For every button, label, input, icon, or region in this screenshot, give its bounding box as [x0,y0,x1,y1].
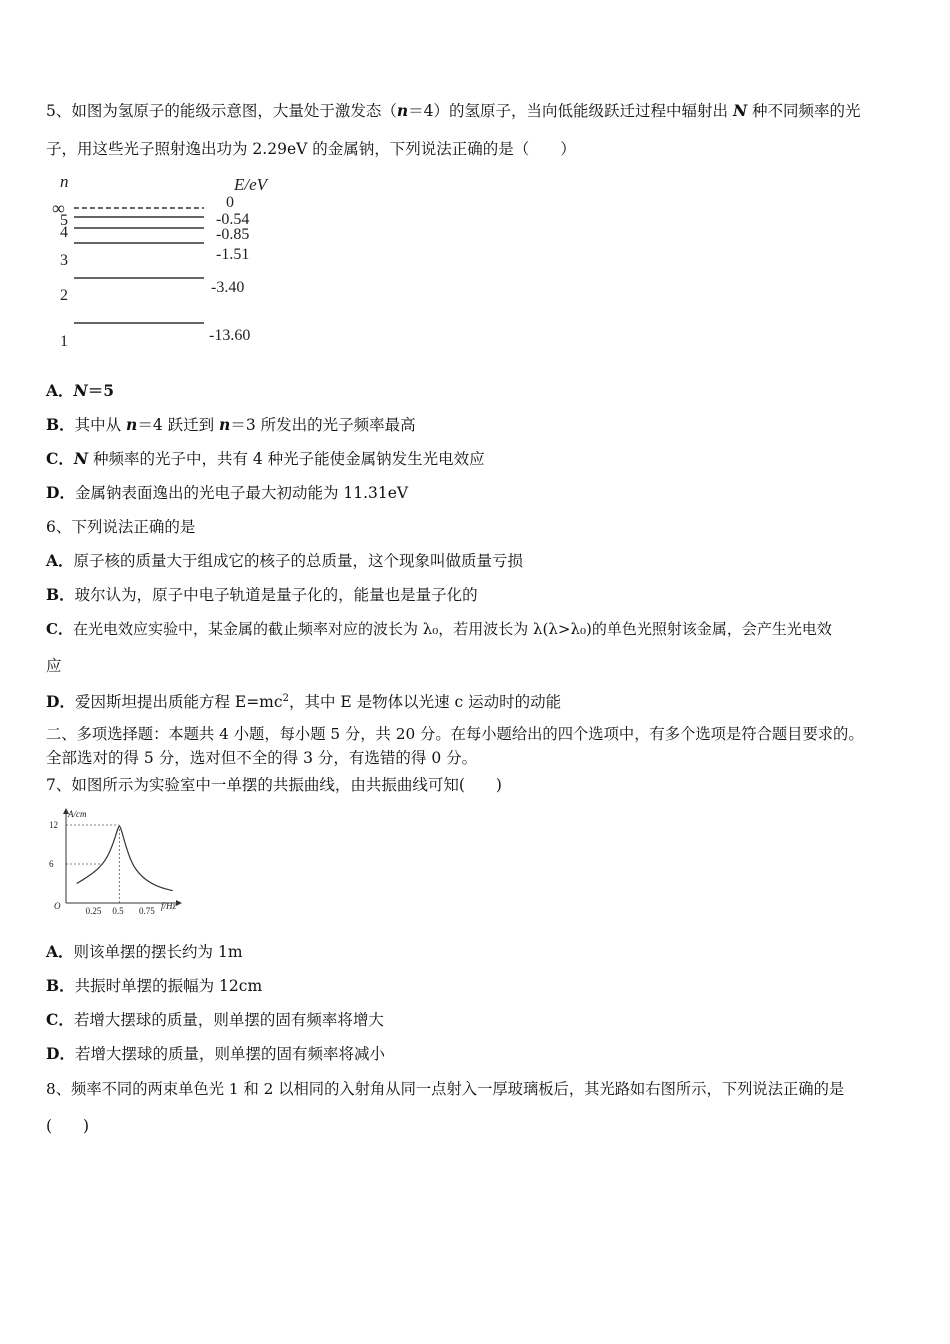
q7-option-d: D．若增大摆球的质量，则单摆的固有频率将减小 [46,1044,385,1063]
q5-option-b: B．其中从 n＝4 跃迁到 n＝3 所发出的光子频率最高 [46,415,416,434]
level-n-3: 3 [60,252,68,269]
q7-option-b: B．共振时单摆的振幅为 12cm [46,976,263,995]
level-e-4: -0.85 [216,226,250,243]
q6-option-c-continued: 应 [46,657,62,675]
q5-stem-line2: 子，用这些光子照射逸出功为 2.29eV 的金属钠，下列说法正确的是（ ） [46,140,576,158]
section2-line1: 二、多项选择题：本题共 4 小题，每小题 5 分，共 20 分。在每小题给出的四个选项中，有多个选项是符合题目要求的。 [46,725,864,743]
q8-stem-line1: 8、频率不同的两束单色光 1 和 2 以相同的入射角从同一点射入一厚玻璃板后，其光路如右图所示，下列说法正确的是 [46,1080,845,1098]
q7-option-a: A．则该单摆的摆长约为 1m [46,942,243,961]
resonance-curve-series [77,826,173,890]
q6-option-d: D．爱因斯坦提出质能方程 $E=mc^2$，其中 E 是物体以光速 c 运动时的动能 [46,692,562,712]
section2-line2: 全部选对的得 5 分，选对但不全的得 3 分，有选错的得 0 分。 [46,749,478,767]
resonance-curve-chart [46,806,196,918]
q5-option-c: C．N 种频率的光子中，共有 4 种光子能使金属钠发生光电效应 [46,449,485,468]
x-axis-arrow [176,900,182,906]
q6-stem: 6、下列说法正确的是 [46,518,196,536]
q7-option-c: C．若增大摆球的质量，则单摆的固有频率将增大 [46,1010,384,1029]
origin-label: O [54,901,61,911]
level-e-2: -3.40 [211,279,245,296]
n-axis-label: n [60,172,69,191]
level-n-4: 4 [60,224,68,241]
q6-option-a: A．原子核的质量大于组成它的核子的总质量，这个现象叫做质量亏损 [46,551,524,570]
x-axis-label: f/Hz [161,901,177,911]
x-tick-label-0.75: 0.75 [139,906,155,916]
level-e-1: -13.60 [209,327,251,344]
level-n-5: 5 [60,212,68,229]
level-e-5: -0.54 [216,211,250,228]
level-n-inf: ∞ [52,198,65,218]
e-axis-label: E/eV [234,175,268,194]
level-n-2: 2 [60,287,68,304]
x-tick-label-0.25: 0.25 [85,906,102,916]
q5-option-d: D．金属钠表面逸出的光电子最大初动能为 11.31eV [46,483,409,502]
y-tick-label-6: 6 [49,859,54,869]
q5-stem-line1: 5、如图为氢原子的能级示意图，大量处于激发态（n＝4）的氢原子，当向低能级跃迁过程中辐射出 N 种不同频率的光 [46,101,861,120]
q7-stem: 7、如图所示为实验室中一单摆的共振曲线，由共振曲线可知( ) [46,776,502,794]
q6-option-b: B．玻尔认为，原子中电子轨道是量子化的，能量也是量子化的 [46,585,478,604]
level-n-1: 1 [60,333,68,350]
x-tick-label-0.5: 0.5 [112,906,124,916]
q8-stem-line2: ( ) [46,1117,90,1135]
q6-option-c: C．在光电效应实验中，某金属的截止频率对应的波长为 λ₀，若用波长为 λ(λ>λ₀)的单色光照射该金属，会产生光电效 [46,620,832,638]
q5-option-a: A．N＝5 [46,381,114,400]
y-axis-label: A/cm [68,809,87,819]
level-e-inf: 0 [226,194,234,211]
level-e-3: -1.51 [216,246,250,263]
y-tick-label-12: 12 [49,820,58,830]
energy-level-diagram [46,170,296,355]
